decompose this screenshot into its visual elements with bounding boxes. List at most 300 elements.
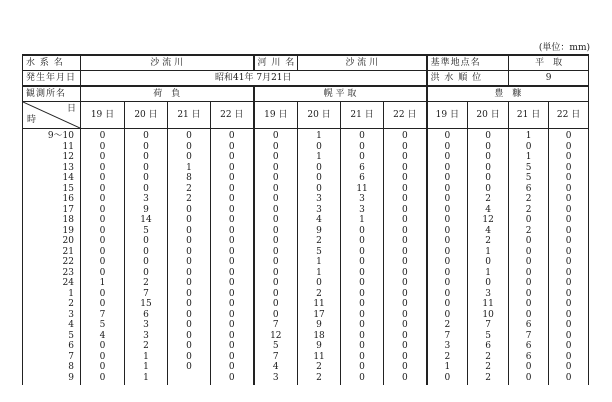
rain-value-cell: 2 <box>485 236 491 246</box>
rainfall-table <box>22 54 589 385</box>
rain-value-cell: 0 <box>272 257 279 267</box>
rain-value-cell: 0 <box>228 372 235 383</box>
rain-value-cell: 1 <box>485 246 491 257</box>
rain-value-cell: 0 <box>525 267 532 278</box>
value-column <box>298 129 341 386</box>
rain-value-cell: 0 <box>272 152 279 162</box>
rain-value-cell: 0 <box>228 299 235 309</box>
rain-value-cell: 0 <box>359 299 365 309</box>
time-cell: 19 <box>62 225 74 236</box>
rain-value-cell: 0 <box>186 341 192 351</box>
rain-value-cell: 0 <box>565 225 572 236</box>
rain-value-cell: 0 <box>401 152 408 162</box>
rain-value-cell: 0 <box>99 351 106 362</box>
rain-value-cell: 0 <box>99 225 106 236</box>
rain-value-cell: 5 <box>525 162 532 173</box>
rain-value-cell: 0 <box>485 141 491 152</box>
rain-value-cell: 2 <box>525 204 532 215</box>
rain-value-cell: 1 <box>316 152 322 162</box>
rain-value-cell: 0 <box>228 236 235 246</box>
rain-value-cell: 2 <box>143 341 149 351</box>
rain-value-cell: 0 <box>143 162 149 173</box>
rain-value-cell: 2 <box>444 351 451 362</box>
rain-value-cell: 0 <box>143 267 149 278</box>
rain-value-cell: 0 <box>444 257 451 267</box>
rain-value-cell: 0 <box>99 246 106 257</box>
rain-value-cell: 0 <box>565 330 572 341</box>
time-cell: 24 <box>62 278 74 288</box>
rain-value-cell: 0 <box>186 131 192 141</box>
rain-value-cell: 0 <box>565 215 572 225</box>
rain-value-cell: 0 <box>228 341 235 351</box>
rain-value-cell: 3 <box>143 194 149 204</box>
rain-value-cell: 0 <box>186 246 192 257</box>
rain-value-cell: 0 <box>401 278 408 288</box>
value-column <box>125 129 168 386</box>
rain-value-cell: 0 <box>485 278 491 288</box>
value-column <box>549 129 589 386</box>
rain-value-cell: 2 <box>485 194 491 204</box>
rain-value-cell: 0 <box>401 236 408 246</box>
rain-value-cell: 2 <box>485 351 491 362</box>
station-name-3: 豊 糠 <box>427 86 589 102</box>
rain-value-cell: 5 <box>99 320 106 330</box>
rain-value-cell: 0 <box>444 278 451 288</box>
rain-value-cell: 4 <box>485 225 491 236</box>
rain-value-cell: 0 <box>565 131 572 141</box>
rain-value-cell: 0 <box>272 141 279 152</box>
rain-value-cell: 0 <box>186 204 192 215</box>
rain-value-cell: 0 <box>565 204 572 215</box>
rain-value-cell: 0 <box>99 215 106 225</box>
rain-value-cell: 1 <box>143 362 149 372</box>
time-cell: 21 <box>62 246 74 257</box>
rain-value-cell: 0 <box>359 257 365 267</box>
rain-value-cell: 0 <box>565 351 572 362</box>
rain-value-cell: 0 <box>565 257 572 267</box>
rain-value-cell: 0 <box>99 204 106 215</box>
rain-value-cell: 3 <box>316 194 322 204</box>
rain-value-cell: 6 <box>359 173 365 183</box>
rain-value-cell: 11 <box>313 299 325 309</box>
day-corner-label: 日 <box>66 104 76 114</box>
rain-value-cell: 0 <box>228 267 235 278</box>
rain-value-cell: 6 <box>525 183 532 194</box>
rain-value-cell: 0 <box>401 183 408 194</box>
rain-value-cell: 0 <box>444 236 451 246</box>
rain-value-cell: 0 <box>272 131 279 141</box>
rain-value-cell: 1 <box>143 351 149 362</box>
rain-value-cell: 0 <box>186 215 192 225</box>
value-column <box>341 129 384 386</box>
rain-value-cell: 0 <box>186 362 192 372</box>
rain-value-cell: 0 <box>401 299 408 309</box>
rain-value-cell: 9 <box>316 341 322 351</box>
rain-value-cell: 0 <box>444 299 451 309</box>
rain-value-cell: 0 <box>99 183 106 194</box>
rain-value-cell: 0 <box>359 246 365 257</box>
time-cell: 22 <box>62 257 74 267</box>
rain-value-cell: 0 <box>401 320 408 330</box>
rain-value-cell: 0 <box>359 320 365 330</box>
rain-value-cell: 0 <box>228 204 235 215</box>
station-name-2: 幌 平 取 <box>254 86 427 102</box>
rain-value-cell: 0 <box>565 362 572 372</box>
rain-value-cell: 0 <box>359 362 365 372</box>
time-cell: 2 <box>68 299 74 309</box>
rain-value-cell: 0 <box>401 257 408 267</box>
rain-value-cell: 0 <box>186 267 192 278</box>
rain-value-cell: 0 <box>99 341 106 351</box>
rain-value-cell: 0 <box>316 278 322 288</box>
rain-value-cell: 4 <box>272 362 279 372</box>
rain-value-cell: 0 <box>444 225 451 236</box>
rain-value-cell: 0 <box>228 330 235 341</box>
rain-value-cell: 7 <box>272 320 279 330</box>
rain-value-cell: 2 <box>525 194 532 204</box>
rain-value-cell: 0 <box>143 236 149 246</box>
rain-value-cell: 0 <box>565 278 572 288</box>
rain-value-cell: 2 <box>186 194 192 204</box>
rain-value-cell: 0 <box>272 183 279 194</box>
rain-value-cell: 7 <box>99 309 106 320</box>
rain-value-cell: 0 <box>272 267 279 278</box>
rain-value-cell: 17 <box>313 309 325 320</box>
rain-value-cell: 0 <box>565 372 572 383</box>
rain-value-cell: 0 <box>99 173 106 183</box>
rain-value-cell: 0 <box>401 372 408 383</box>
rain-value-cell: 0 <box>359 152 365 162</box>
rain-value-cell: 3 <box>444 341 451 351</box>
base-point-label: 基準地点名 <box>427 55 509 71</box>
river-system-value: 沙 流 川 <box>81 55 254 71</box>
rain-value-cell: 1 <box>525 131 532 141</box>
rain-value-cell: 0 <box>401 225 408 236</box>
rain-value-cell: 3 <box>316 204 322 215</box>
rain-value-cell: 1 <box>525 152 532 162</box>
rain-value-cell: 1 <box>143 372 149 383</box>
rain-value-cell: 0 <box>228 194 235 204</box>
rain-value-cell: 0 <box>444 215 451 225</box>
rain-value-cell: 0 <box>485 183 491 194</box>
rain-value-cell: 0 <box>525 299 532 309</box>
rain-value-cell: 0 <box>228 215 235 225</box>
station-label: 観測所名 <box>23 86 81 102</box>
rain-value-cell: 8 <box>186 173 192 183</box>
rain-value-cell: 0 <box>525 372 532 383</box>
rain-value-cell: 0 <box>228 362 235 372</box>
day-header: 20 日 <box>298 102 341 129</box>
day-header: 21 日 <box>168 102 211 129</box>
rain-value-cell: 0 <box>444 173 451 183</box>
rain-value-cell: 0 <box>444 194 451 204</box>
rain-value-cell: 0 <box>316 162 322 173</box>
value-column <box>211 129 254 386</box>
time-cell: 23 <box>62 267 74 278</box>
rain-value-cell: 4 <box>99 330 106 341</box>
rain-value-cell: 0 <box>359 236 365 246</box>
day-header: 21 日 <box>509 102 549 129</box>
rain-value-cell: 5 <box>272 341 279 351</box>
rain-value-cell: 0 <box>401 309 408 320</box>
rain-value-cell: 0 <box>485 131 491 141</box>
rain-value-cell: 0 <box>228 351 235 362</box>
rain-value-cell: 0 <box>186 152 192 162</box>
rain-value-cell: 9 <box>316 225 322 236</box>
rain-value-cell: 3 <box>359 204 365 215</box>
rain-value-cell: 0 <box>186 278 192 288</box>
rain-value-cell: 7 <box>444 330 451 341</box>
rain-value-cell: 0 <box>99 372 106 383</box>
rain-value-cell: 6 <box>525 341 532 351</box>
rain-value-cell: 0 <box>359 330 365 341</box>
rain-value-cell: 0 <box>359 341 365 351</box>
rain-value-cell: 0 <box>565 341 572 351</box>
rain-value-cell: 0 <box>565 236 572 246</box>
rain-value-cell: 2 <box>143 278 149 288</box>
day-header: 19 日 <box>254 102 298 129</box>
time-cell: 13 <box>62 162 74 173</box>
rain-value-cell: 1 <box>99 278 106 288</box>
value-column <box>168 129 211 386</box>
rain-value-cell: 0 <box>401 341 408 351</box>
flood-rank-value: 9 <box>509 71 589 87</box>
time-cell: 1 <box>68 288 74 299</box>
rain-value-cell: 6 <box>525 351 532 362</box>
rain-value-cell: 0 <box>565 162 572 173</box>
rain-value-cell: 0 <box>316 183 322 194</box>
rain-value-cell: 0 <box>359 141 365 152</box>
rain-value-cell: 6 <box>485 341 491 351</box>
flood-rank-label: 洪 水 順 位 <box>427 71 509 87</box>
rain-value-cell: 0 <box>272 194 279 204</box>
rain-value-cell: 0 <box>99 267 106 278</box>
rain-value-cell: 0 <box>186 320 192 330</box>
rain-value-cell: 2 <box>485 372 491 383</box>
rain-value-cell: 0 <box>316 173 322 183</box>
time-cell: 12 <box>62 152 74 162</box>
value-column <box>509 129 549 386</box>
rain-value-cell: 0 <box>186 288 192 299</box>
rain-value-cell: 0 <box>525 236 532 246</box>
time-column <box>23 129 81 386</box>
rain-value-cell: 2 <box>316 372 322 383</box>
rain-value-cell: 0 <box>186 299 192 309</box>
time-cell: 8 <box>68 362 74 372</box>
rain-value-cell: 11 <box>313 351 325 362</box>
time-cell: 20 <box>62 236 74 246</box>
rain-value-cell: 3 <box>359 194 365 204</box>
time-corner-label: 時 <box>27 115 37 125</box>
time-cell: 18 <box>62 215 74 225</box>
rain-value-cell: 0 <box>525 141 532 152</box>
rain-value-cell: 0 <box>228 183 235 194</box>
day-time-corner <box>23 102 81 129</box>
rain-value-cell: 0 <box>444 183 451 194</box>
rain-value-cell: 0 <box>401 194 408 204</box>
river-label: 河 川 名 <box>254 55 298 71</box>
rain-value-cell: 0 <box>143 173 149 183</box>
rain-value-cell: 2 <box>316 288 322 299</box>
time-cell: 3 <box>68 309 74 320</box>
rain-value-cell: 0 <box>99 194 106 204</box>
rain-value-cell: 0 <box>444 152 451 162</box>
rain-value-cell: 0 <box>359 131 365 141</box>
rain-value-cell: 0 <box>485 162 491 173</box>
rain-value-cell: 0 <box>228 225 235 236</box>
rain-value-cell: 11 <box>356 183 368 194</box>
day-header: 20 日 <box>125 102 168 129</box>
rain-value-cell: 0 <box>485 152 491 162</box>
day-header: 20 日 <box>468 102 509 129</box>
rain-value-cell: 0 <box>99 236 106 246</box>
rain-value-cell: 0 <box>359 309 365 320</box>
value-column <box>427 129 468 386</box>
rain-value-cell: 1 <box>316 267 322 278</box>
rain-value-cell: 11 <box>482 299 494 309</box>
rain-value-cell: 3 <box>143 320 149 330</box>
day-header: 19 日 <box>427 102 468 129</box>
rain-value-cell: 0 <box>401 131 408 141</box>
rain-value-cell: 0 <box>565 267 572 278</box>
rain-value-cell: 0 <box>228 162 235 173</box>
rain-value-cell: 0 <box>186 141 192 152</box>
rain-value-cell: 0 <box>272 246 279 257</box>
value-column <box>81 129 125 386</box>
rain-value-cell: 1 <box>485 267 491 278</box>
rain-value-cell: 0 <box>401 267 408 278</box>
value-column <box>468 129 509 386</box>
rain-value-cell: 2 <box>485 362 491 372</box>
time-cell: 7 <box>68 351 74 362</box>
rain-value-cell: 2 <box>316 362 322 372</box>
rain-value-cell: 0 <box>272 236 279 246</box>
rain-value-cell: 0 <box>444 141 451 152</box>
rain-value-cell: 0 <box>272 299 279 309</box>
rain-value-cell: 2 <box>525 225 532 236</box>
rain-value-cell: 0 <box>565 320 572 330</box>
rain-value-cell: 0 <box>401 330 408 341</box>
rain-value-cell: 0 <box>359 372 365 383</box>
rain-value-cell: 9 <box>143 204 149 215</box>
rain-value-cell: 6 <box>359 162 365 173</box>
rain-value-cell: 6 <box>143 309 149 320</box>
rain-value-cell: 3 <box>272 372 279 383</box>
rain-value-cell: 2 <box>186 183 192 194</box>
rain-value-cell: 0 <box>99 257 106 267</box>
rain-value-cell: 2 <box>316 236 322 246</box>
rain-value-cell <box>168 373 210 384</box>
rain-value-cell: 7 <box>525 330 532 341</box>
rain-value-cell: 4 <box>316 215 322 225</box>
time-cell: 17 <box>62 204 74 215</box>
rain-value-cell: 0 <box>565 299 572 309</box>
rain-value-cell: 14 <box>140 215 152 225</box>
rain-value-cell: 0 <box>359 288 365 299</box>
rain-value-cell: 0 <box>143 152 149 162</box>
date-value: 昭和41年 7月21日 <box>81 71 427 87</box>
time-cell: 4 <box>68 320 74 330</box>
time-cell: 16 <box>62 194 74 204</box>
rain-value-cell: 0 <box>272 278 279 288</box>
rain-value-cell: 0 <box>316 141 322 152</box>
rain-value-cell: 7 <box>485 320 491 330</box>
rain-value-cell: 0 <box>186 309 192 320</box>
day-header: 22 日 <box>549 102 589 129</box>
rain-value-cell: 0 <box>485 257 491 267</box>
day-header: 22 日 <box>384 102 427 129</box>
rain-value-cell: 3 <box>143 330 149 341</box>
rain-value-cell: 0 <box>99 299 106 309</box>
rain-value-cell: 0 <box>99 288 106 299</box>
unit-label: (単位：mm) <box>538 43 590 53</box>
rain-value-cell: 0 <box>444 309 451 320</box>
rain-value-cell: 0 <box>228 309 235 320</box>
river-value: 沙 流 川 <box>298 55 427 71</box>
rain-value-cell: 0 <box>143 246 149 257</box>
rain-value-cell: 6 <box>525 320 532 330</box>
rain-value-cell: 0 <box>99 162 106 173</box>
base-point-value: 平 取 <box>509 55 589 71</box>
rain-value-cell: 0 <box>359 351 365 362</box>
rain-value-cell: 0 <box>272 162 279 173</box>
rain-value-cell: 0 <box>272 173 279 183</box>
rain-value-cell: 0 <box>359 267 365 278</box>
rain-value-cell: 0 <box>525 278 532 288</box>
rain-value-cell: 5 <box>316 246 322 257</box>
rain-value-cell: 0 <box>565 183 572 194</box>
rain-value-cell: 0 <box>143 257 149 267</box>
rain-value-cell: 0 <box>444 267 451 278</box>
rain-value-cell: 1 <box>444 362 451 372</box>
rain-value-cell: 0 <box>565 246 572 257</box>
rain-value-cell: 7 <box>143 288 149 299</box>
rain-value-cell: 0 <box>228 141 235 152</box>
rain-value-cell: 0 <box>99 152 106 162</box>
rain-value-cell: 0 <box>565 173 572 183</box>
rain-value-cell: 0 <box>272 225 279 236</box>
rain-value-cell: 0 <box>444 372 451 383</box>
rain-value-cell: 0 <box>272 215 279 225</box>
rain-value-cell: 0 <box>228 288 235 299</box>
rain-value-cell: 0 <box>525 288 532 299</box>
rain-value-cell: 15 <box>140 299 152 309</box>
rain-value-cell: 0 <box>272 288 279 299</box>
value-column <box>384 129 427 386</box>
rain-value-cell: 12 <box>482 215 494 225</box>
rain-value-cell: 0 <box>228 152 235 162</box>
rain-value-cell: 7 <box>272 351 279 362</box>
rain-value-cell: 9 <box>316 320 322 330</box>
rain-value-cell: 0 <box>401 246 408 257</box>
rain-value-cell: 0 <box>228 173 235 183</box>
rain-value-cell: 0 <box>228 278 235 288</box>
rain-value-cell: 0 <box>228 131 235 141</box>
time-cell: 5 <box>68 330 74 341</box>
rain-value-cell: 0 <box>272 204 279 215</box>
rain-value-cell: 0 <box>565 141 572 152</box>
day-header: 22 日 <box>211 102 254 129</box>
time-cell: 15 <box>62 183 74 194</box>
rain-value-cell: 0 <box>565 309 572 320</box>
rain-value-cell: 0 <box>359 278 365 288</box>
rain-value-cell: 0 <box>444 288 451 299</box>
rain-value-cell: 0 <box>401 215 408 225</box>
rain-value-cell: 0 <box>186 330 192 341</box>
rain-value-cell: 0 <box>444 246 451 257</box>
river-system-label: 水 系 名 <box>23 55 81 71</box>
rain-value-cell: 0 <box>401 141 408 152</box>
